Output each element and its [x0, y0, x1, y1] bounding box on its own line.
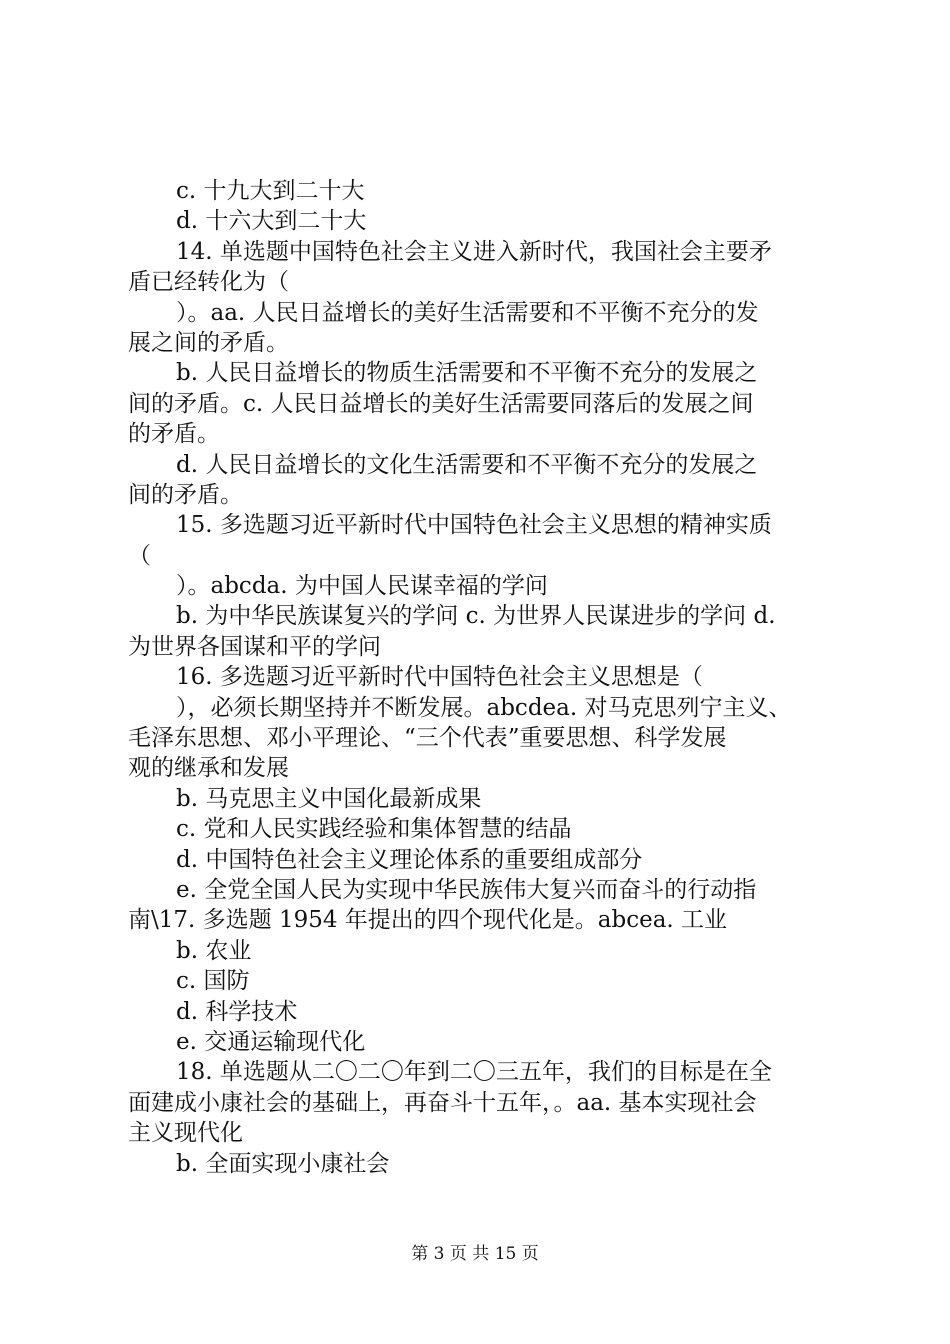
- text-line: d. 中国特色社会主义理论体系的重要组成部分: [176, 846, 643, 873]
- text-line: 毛泽东思想、邓小平理论、“三个代表”重要思想、科学发展: [128, 725, 727, 752]
- text-line: 主义现代化: [128, 1120, 243, 1147]
- text-line: b. 为中华民族谋复兴的学问 c. 为世界人民谋进步的学问 d.: [176, 603, 776, 630]
- text-line: b. 农业: [176, 937, 252, 964]
- text-line: 南\17. 多选题 1954 年提出的四个现代化是。abcea. 工业: [128, 907, 728, 934]
- text-line: 为世界各国谋和平的学问: [128, 633, 381, 660]
- text-line: （: [128, 542, 151, 569]
- text-line: c. 国防: [176, 968, 250, 995]
- text-line: 盾已经转化为（: [128, 269, 289, 296]
- text-line: 的矛盾。: [128, 421, 220, 448]
- text-line: d. 科学技术: [176, 998, 298, 1025]
- text-line: e. 交通运输现代化: [176, 1028, 366, 1055]
- text-line: 间的矛盾。: [128, 481, 243, 508]
- text-line: 间的矛盾。c. 人民日益增长的美好生活需要同落后的发展之间: [128, 390, 754, 417]
- text-line: 展之间的矛盾。: [128, 329, 289, 356]
- page-footer: [0, 1243, 950, 1265]
- text-line: 16. 多选题习近平新时代中国特色社会主义思想是（: [176, 664, 703, 691]
- text-line: c. 十九大到二十大: [176, 178, 365, 204]
- text-line: 15. 多选题习近平新时代中国特色社会主义思想的精神实质: [176, 512, 772, 539]
- text-line: c. 党和人民实践经验和集体智慧的结晶: [176, 816, 572, 843]
- text-line: b. 全面实现小康社会: [176, 1150, 390, 1177]
- text-line: ）。aa. 人民日益增长的美好生活需要和不平衡不充分的发: [176, 299, 759, 326]
- text-line: ），必须长期坚持并不断发展。abcdea. 对马克思列宁主义、: [176, 694, 792, 721]
- text-line: 面建成小康社会的基础上，再奋斗十五年，。aa. 基本实现社会: [128, 1089, 757, 1116]
- text-line: d. 人民日益增长的文化生活需要和不平衡不充分的发展之: [176, 451, 758, 478]
- text-line: 观的继承和发展: [128, 755, 289, 782]
- text-line: ）。abcda. 为中国人民谋幸福的学问: [176, 573, 548, 600]
- text-line: b. 马克思主义中国化最新成果: [176, 785, 482, 812]
- text-line: 14. 单选题中国特色社会主义进入新时代，我国社会主要矛: [176, 238, 772, 265]
- text-line: b. 人民日益增长的物质生活需要和不平衡不充分的发展之: [176, 360, 758, 387]
- page-number-label: 第 3 页 共 15 页: [411, 1244, 539, 1264]
- text-line: 18. 单选题从二〇二〇年到二〇三五年，我们的目标是在全: [176, 1059, 772, 1086]
- document-body: [128, 176, 834, 1179]
- text-line: d. 十六大到二十大: [176, 208, 367, 235]
- text-line: e. 全党全国人民为实现中华民族伟大复兴而奋斗的行动指: [176, 876, 757, 903]
